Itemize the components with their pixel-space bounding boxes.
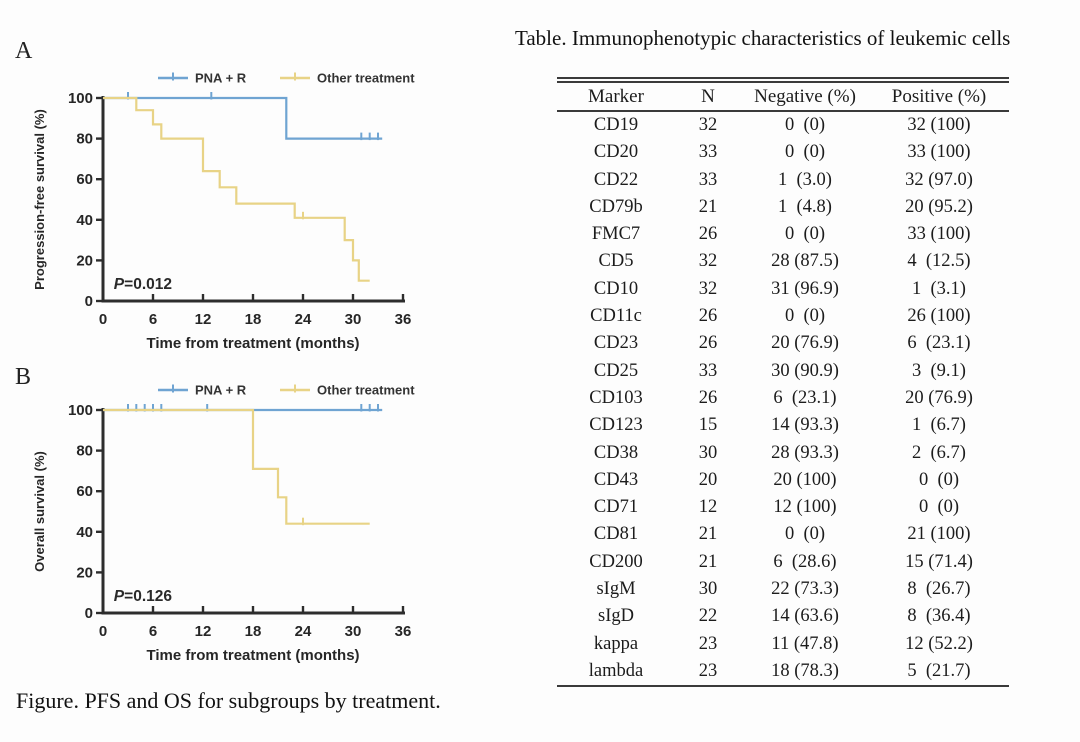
table-row-cd38 <box>557 440 1009 467</box>
pfs-kaplan-meier-chart <box>18 58 478 358</box>
positive-cell: 15 (71.4) <box>905 551 973 572</box>
negative-cell: 31 (96.9) <box>771 278 839 299</box>
panel-a-label: A <box>15 38 33 64</box>
column-header-marker: Marker <box>557 80 675 111</box>
svg-text:40: 40 <box>76 523 93 541</box>
svg-text:30: 30 <box>344 311 362 328</box>
positive-cell: 33 (100) <box>907 224 971 245</box>
positive-cell: 6 (23.1) <box>907 333 971 354</box>
negative-cell: 28 (87.5) <box>771 251 839 272</box>
table-row-sigd <box>557 603 1009 630</box>
series-line-other-treatment <box>103 410 370 524</box>
table-row-cd123 <box>557 412 1009 439</box>
legend-entry-pna-r <box>158 71 247 86</box>
n-cell: 21 <box>698 551 718 572</box>
table-title: Table. Immunophenotypic characteristics of leukemic cells <box>515 26 1011 50</box>
marker-cell: CD71 <box>593 497 639 518</box>
marker-cell: CD10 <box>593 278 639 299</box>
positive-cell: 12 (52.2) <box>905 633 973 654</box>
svg-text:100: 100 <box>67 90 93 107</box>
x-axis-title: Time from treatment (months) <box>146 335 360 352</box>
legend-label: Other treatment <box>317 382 415 398</box>
svg-text:20: 20 <box>76 564 93 582</box>
svg-text:0: 0 <box>84 293 93 310</box>
marker-cell: CD200 <box>589 551 643 572</box>
n-cell: 22 <box>698 606 718 627</box>
svg-text:40: 40 <box>76 211 93 229</box>
svg-text:0: 0 <box>84 605 93 622</box>
x-axis-ticks <box>99 294 412 328</box>
negative-cell: 18 (78.3) <box>771 660 839 681</box>
table-row-cd20 <box>557 139 1009 166</box>
positive-cell: 20 (76.9) <box>905 387 973 408</box>
column-header-positive: Positive (%) <box>869 80 1009 111</box>
svg-text:60: 60 <box>76 171 93 189</box>
legend-entry-other-treatment <box>280 383 415 398</box>
n-cell: 26 <box>698 224 718 245</box>
negative-cell: 0 (0) <box>784 115 826 135</box>
n-cell: 32 <box>698 115 718 135</box>
table-row-cd71 <box>557 494 1009 521</box>
column-header-n: N <box>675 80 741 111</box>
marker-cell: CD5 <box>598 251 634 272</box>
series-line-pna-r <box>103 98 382 139</box>
negative-cell: 6 (28.6) <box>773 551 837 572</box>
svg-text:80: 80 <box>76 130 93 148</box>
chart-legend <box>158 71 415 86</box>
svg-text:80: 80 <box>76 442 93 460</box>
negative-cell: 1 (3.0) <box>778 169 832 190</box>
svg-text:6: 6 <box>148 623 158 640</box>
negative-cell: 22 (73.3) <box>771 579 839 600</box>
positive-cell: 1 (3.1) <box>912 278 966 299</box>
n-cell: 32 <box>698 278 718 299</box>
n-cell: 23 <box>698 660 718 681</box>
marker-cell: CD25 <box>593 360 639 381</box>
negative-cell: 20 (100) <box>773 469 837 490</box>
svg-text:30: 30 <box>344 623 362 640</box>
p-value-annotation: P=0.012 <box>113 275 172 293</box>
positive-cell: 3 (9.1) <box>912 360 966 381</box>
table-row-cd81 <box>557 521 1009 548</box>
svg-text:36: 36 <box>394 311 412 328</box>
table-row-cd200 <box>557 549 1009 576</box>
legend-label: PNA + R <box>195 382 247 398</box>
negative-cell: 28 (93.3) <box>771 442 839 463</box>
n-cell: 21 <box>698 524 718 545</box>
svg-text:20: 20 <box>76 252 93 270</box>
marker-cell: kappa <box>593 633 639 654</box>
marker-cell: CD20 <box>593 142 639 163</box>
negative-cell: 0 (0) <box>784 224 826 245</box>
negative-cell: 11 (47.8) <box>771 633 839 654</box>
table-row-cd79b <box>557 194 1009 221</box>
marker-cell: sIgD <box>598 606 634 627</box>
table-row-cd5 <box>557 248 1009 275</box>
table-row-cd22 <box>557 167 1009 194</box>
y-axis-title: Progression-free survival (%) <box>32 109 47 290</box>
positive-cell: 5 (21.7) <box>907 660 971 681</box>
table-row-sigm <box>557 576 1009 603</box>
table-row-cd103 <box>557 385 1009 412</box>
y-axis-title: Overall survival (%) <box>32 451 47 572</box>
negative-cell: 6 (23.1) <box>773 387 837 408</box>
table-row-fmc7 <box>557 221 1009 248</box>
marker-cell: CD123 <box>589 415 643 436</box>
svg-text:0: 0 <box>98 311 108 328</box>
svg-text:24: 24 <box>294 623 312 640</box>
negative-cell: 30 (90.9) <box>771 360 839 381</box>
n-cell: 30 <box>698 442 718 463</box>
n-cell: 30 <box>698 579 718 600</box>
svg-text:6: 6 <box>148 311 158 328</box>
table-body <box>557 111 1009 686</box>
marker-cell: CD38 <box>593 442 639 463</box>
legend-entry-pna-r <box>158 383 247 398</box>
overall-survival-svg <box>18 370 478 670</box>
n-cell: 23 <box>698 633 718 654</box>
svg-text:0: 0 <box>98 623 108 640</box>
marker-cell: CD79b <box>589 196 643 217</box>
os-kaplan-meier-chart <box>18 370 478 670</box>
chart-legend <box>158 383 415 398</box>
marker-cell: CD103 <box>589 387 643 408</box>
positive-cell: 0 (0) <box>918 469 960 490</box>
n-cell: 21 <box>698 196 718 217</box>
positive-cell: 8 (26.7) <box>907 579 971 600</box>
table-header-row <box>557 80 1009 111</box>
progression-free-survival-svg <box>18 58 478 358</box>
table-row-cd11c <box>557 303 1009 330</box>
negative-cell: 12 (100) <box>773 497 837 518</box>
negative-cell: 0 (0) <box>784 306 826 327</box>
n-cell: 33 <box>698 142 718 163</box>
table-row-cd10 <box>557 276 1009 303</box>
marker-cell: CD43 <box>593 469 639 490</box>
marker-cell: CD81 <box>593 524 639 545</box>
y-axis-ticks <box>68 402 103 622</box>
x-axis-title: Time from treatment (months) <box>146 647 360 664</box>
positive-cell: 1 (6.7) <box>912 415 966 436</box>
svg-text:100: 100 <box>67 402 93 419</box>
positive-cell: 32 (97.0) <box>905 169 973 190</box>
marker-cell: CD23 <box>593 333 639 354</box>
n-cell: 32 <box>698 251 718 272</box>
positive-cell: 2 (6.7) <box>912 442 966 463</box>
positive-cell: 32 (100) <box>907 115 971 135</box>
svg-text:24: 24 <box>294 311 312 328</box>
negative-cell: 14 (63.6) <box>771 606 839 627</box>
marker-cell: sIgM <box>596 579 636 600</box>
x-axis-ticks <box>99 606 412 640</box>
negative-cell: 20 (76.9) <box>771 333 839 354</box>
panel-b-label: B <box>15 364 32 390</box>
n-cell: 26 <box>698 387 718 408</box>
positive-cell: 20 (95.2) <box>905 196 973 217</box>
positive-cell: 8 (36.4) <box>907 606 971 627</box>
negative-cell: 0 (0) <box>784 524 826 545</box>
negative-cell: 14 (93.3) <box>771 415 839 436</box>
marker-cell: CD11c <box>590 306 642 327</box>
censor-ticks-pna-r <box>128 92 378 140</box>
table-row-cd23 <box>557 330 1009 357</box>
positive-cell: 4 (12.5) <box>907 251 971 272</box>
table-row-cd25 <box>557 358 1009 385</box>
positive-cell: 33 (100) <box>907 142 971 163</box>
table-row-cd43 <box>557 467 1009 494</box>
legend-label: Other treatment <box>317 70 415 86</box>
marker-cell: CD19 <box>593 115 639 135</box>
series-line-other-treatment <box>103 98 370 281</box>
table-row-lambda <box>557 658 1009 686</box>
svg-text:18: 18 <box>244 623 262 640</box>
legend-label: PNA + R <box>195 70 247 86</box>
figure-caption: Figure. PFS and OS for subgroups by treatment. <box>16 688 441 713</box>
svg-text:12: 12 <box>194 311 212 328</box>
negative-cell: 1 (4.8) <box>778 196 832 217</box>
y-axis-ticks <box>68 90 103 310</box>
svg-text:18: 18 <box>244 311 262 328</box>
marker-cell: CD22 <box>593 169 639 190</box>
column-header-negative: Negative (%) <box>741 80 869 111</box>
svg-text:36: 36 <box>394 623 412 640</box>
n-cell: 33 <box>698 360 718 381</box>
table-row-cd19 <box>557 111 1009 139</box>
n-cell: 12 <box>698 497 718 518</box>
marker-cell: FMC7 <box>591 224 641 245</box>
svg-text:12: 12 <box>194 623 212 640</box>
n-cell: 33 <box>698 169 718 190</box>
n-cell: 20 <box>698 469 718 490</box>
positive-cell: 26 (100) <box>907 306 971 327</box>
table-row-kappa <box>557 631 1009 658</box>
immunophenotype-table <box>557 77 1009 687</box>
positive-cell: 21 (100) <box>907 524 971 545</box>
n-cell: 26 <box>698 306 718 327</box>
p-value-annotation: P=0.126 <box>113 587 172 605</box>
marker-cell: lambda <box>588 660 644 681</box>
legend-entry-other-treatment <box>280 71 415 86</box>
svg-text:60: 60 <box>76 483 93 501</box>
negative-cell: 0 (0) <box>784 142 826 163</box>
n-cell: 15 <box>698 415 718 436</box>
table-section <box>505 20 1075 687</box>
n-cell: 26 <box>698 333 718 354</box>
positive-cell: 0 (0) <box>918 497 960 518</box>
